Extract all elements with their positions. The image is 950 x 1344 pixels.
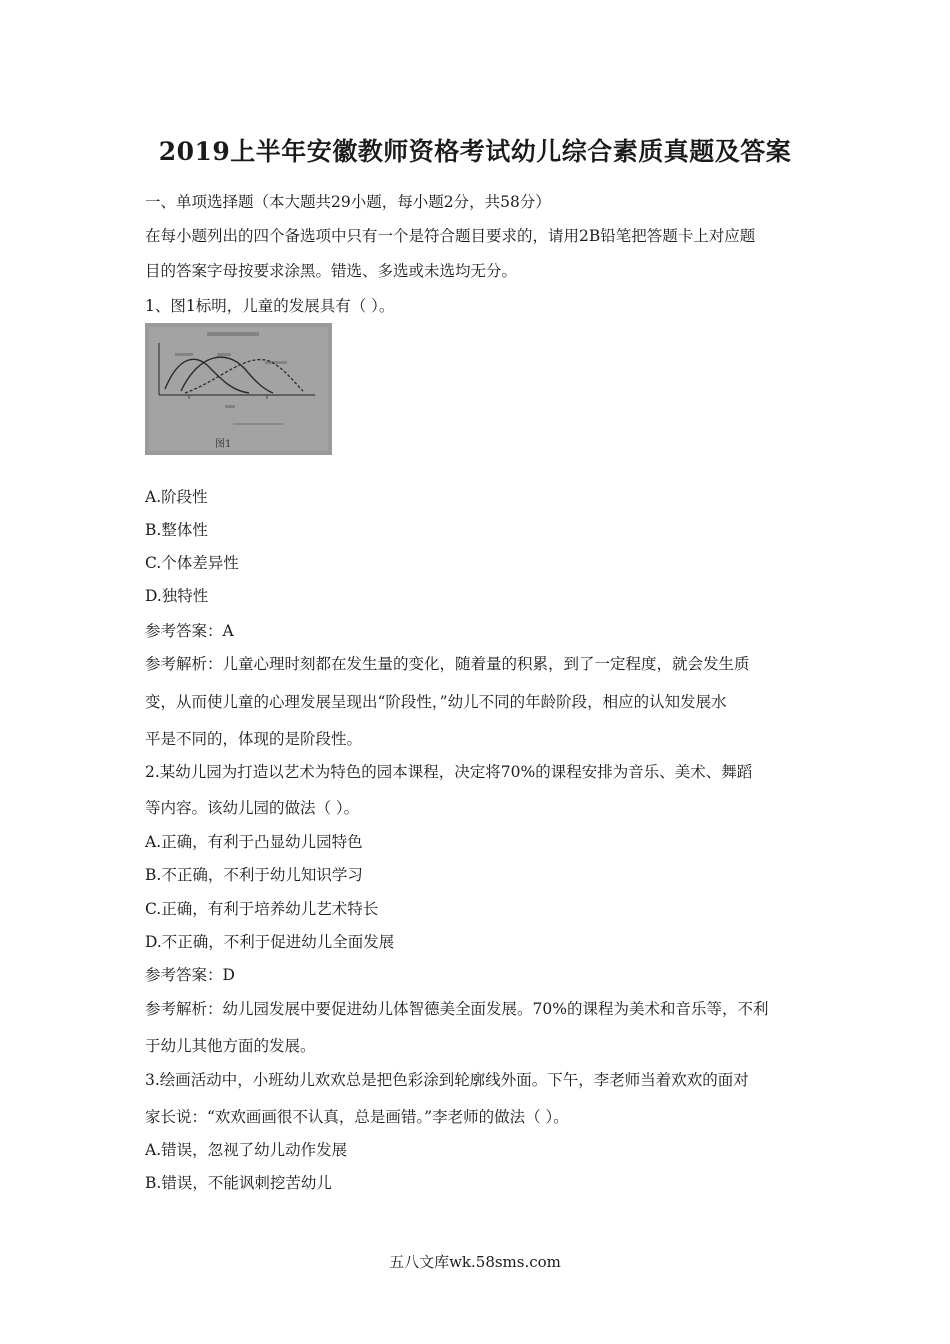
explanation-2: 参考解析：幼儿园发展中要促进幼儿体智德美全面发展。70%的课程为美术和音乐等，不利: [145, 1000, 769, 1018]
question-3: 家长说：“欢欢画画很不认真，总是画错。”李老师的做法（ ）。: [145, 1108, 569, 1126]
option-c: C.个体差异性: [145, 554, 239, 572]
figure-caption: 图1: [215, 439, 232, 450]
question-3: 3.绘画活动中，小班幼儿欢欢总是把色彩涂到轮廓线外面。下午，李老师当着欢欢的面对: [145, 1071, 749, 1089]
option-a: A.正确，有利于凸显幼儿园特色: [145, 833, 363, 851]
document-title: 2019上半年安徽教师资格考试幼儿综合素质真题及答案: [158, 137, 792, 166]
option-b: B.错误，不能讽刺挖苦幼儿: [145, 1174, 332, 1192]
option-a: A.错误，忽视了幼儿动作发展: [145, 1141, 348, 1159]
explanation-1: 变，从而使儿童的心理发展呈现出“阶段性，”幼儿不同的年龄阶段，相应的认知发展水: [145, 693, 727, 711]
option-b: B.不正确，不利于幼儿知识学习: [145, 866, 363, 884]
explanation-1: 参考解析：儿童心理时刻都在发生量的变化，随着量的积累，到了一定程度，就会发生质: [145, 655, 750, 673]
option-b: B.整体性: [145, 521, 208, 539]
section-heading: 一、单项选择题（本大题共29小题，每小题2分，共58分）: [145, 193, 551, 211]
answer-1: 参考答案：A: [145, 622, 234, 640]
option-a: A.阶段性: [145, 488, 208, 506]
instruction-line: 在每小题列出的四个备选项中只有一个是符合题目要求的，请用2B铅笔把答题卡上对应题: [145, 227, 756, 245]
instruction-line: 目的答案字母按要求涂黑。错选、多选或未选均无分。: [145, 262, 518, 280]
question-2: 等内容。该幼儿园的做法（ ）。: [145, 799, 360, 817]
explanation-1: 平是不同的，体现的是阶段性。: [145, 730, 363, 748]
figure-1-image: [145, 323, 332, 455]
option-d: D.独特性: [145, 587, 209, 605]
option-c: C.正确，有利于培养幼儿艺术特长: [145, 900, 379, 918]
option-d: D.不正确，不利于促进幼儿全面发展: [145, 933, 395, 951]
question-2: 2.某幼儿园为打造以艺术为特色的园本课程，决定将70%的课程安排为音乐、美术、舞蹈: [145, 763, 753, 781]
explanation-2: 于幼儿其他方面的发展。: [145, 1037, 316, 1055]
answer-2: 参考答案：D: [145, 966, 235, 984]
footer-watermark: 五八文库wk.58sms.com: [389, 1253, 561, 1271]
question-1: 1、图1标明，儿童的发展具有（ ）。: [145, 297, 395, 315]
